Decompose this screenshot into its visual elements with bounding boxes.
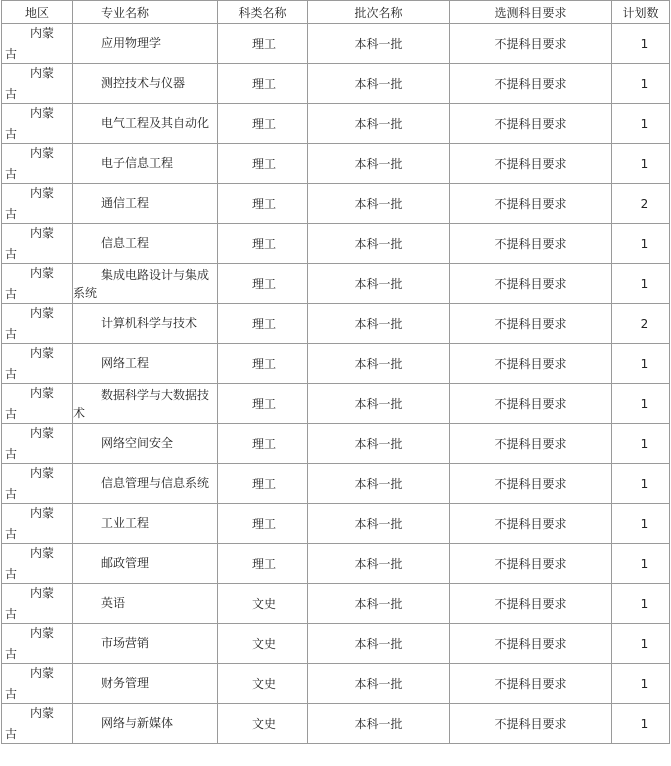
requirement-cell: 不提科目要求 <box>450 504 612 544</box>
batch-cell: 本科一批 <box>308 504 450 544</box>
count-cell: 1 <box>612 384 670 424</box>
region-text-line1: 内蒙 <box>30 66 55 80</box>
requirement-cell: 不提科目要求 <box>450 584 612 624</box>
major-name: 网络空间安全 <box>101 436 174 450</box>
batch-cell: 本科一批 <box>308 664 450 704</box>
batch-cell: 本科一批 <box>308 464 450 504</box>
table-row <box>2 504 670 544</box>
header-requirement: 选测科目要求 <box>450 1 612 24</box>
major-cell <box>73 224 218 264</box>
major-cell <box>73 704 218 744</box>
region-text-line2: 古 <box>5 87 18 101</box>
requirement-cell: 不提科目要求 <box>450 264 612 304</box>
region-text-line1: 内蒙 <box>30 146 55 160</box>
count-cell: 1 <box>612 464 670 504</box>
major-cell <box>73 384 218 424</box>
region-cell <box>2 704 73 744</box>
header-batch: 批次名称 <box>308 1 450 24</box>
region-text-line2: 古 <box>5 407 18 421</box>
batch-cell: 本科一批 <box>308 144 450 184</box>
region-text-line1: 内蒙 <box>30 386 55 400</box>
count-cell: 1 <box>612 624 670 664</box>
region-text-line1: 内蒙 <box>30 706 55 720</box>
requirement-cell: 不提科目要求 <box>450 384 612 424</box>
requirement-cell: 不提科目要求 <box>450 64 612 104</box>
category-cell: 理工 <box>218 224 308 264</box>
batch-cell: 本科一批 <box>308 704 450 744</box>
category-cell: 文史 <box>218 624 308 664</box>
batch-cell: 本科一批 <box>308 224 450 264</box>
region-text-line1: 内蒙 <box>30 466 55 480</box>
header-region: 地区 <box>2 1 73 24</box>
region-text-line1: 内蒙 <box>30 426 55 440</box>
table-row <box>2 544 670 584</box>
major-name: 电气工程及其自动化 <box>101 116 210 130</box>
major-cell <box>73 64 218 104</box>
region-text-line1: 内蒙 <box>30 26 55 40</box>
region-text-line2: 古 <box>5 367 18 381</box>
major-cell <box>73 424 218 464</box>
major-name: 网络与新媒体 <box>101 716 174 730</box>
category-cell: 理工 <box>218 104 308 144</box>
requirement-cell: 不提科目要求 <box>450 464 612 504</box>
category-cell: 理工 <box>218 544 308 584</box>
count-cell: 1 <box>612 104 670 144</box>
major-name: 数据科学与大数据技术 <box>73 387 210 420</box>
count-cell: 2 <box>612 304 670 344</box>
table-row <box>2 424 670 464</box>
count-cell: 1 <box>612 64 670 104</box>
region-cell <box>2 464 73 504</box>
category-cell: 理工 <box>218 464 308 504</box>
major-cell <box>73 24 218 64</box>
region-cell <box>2 504 73 544</box>
table-header-row <box>2 1 670 24</box>
major-name: 财务管理 <box>101 676 150 690</box>
region-text-line2: 古 <box>5 487 18 501</box>
header-category: 科类名称 <box>218 1 308 24</box>
region-text-line1: 内蒙 <box>30 186 55 200</box>
batch-cell: 本科一批 <box>308 24 450 64</box>
major-cell <box>73 584 218 624</box>
category-cell: 文史 <box>218 664 308 704</box>
count-cell: 1 <box>612 424 670 464</box>
requirement-cell: 不提科目要求 <box>450 304 612 344</box>
region-cell <box>2 424 73 464</box>
requirement-cell: 不提科目要求 <box>450 224 612 264</box>
region-cell <box>2 624 73 664</box>
major-cell <box>73 104 218 144</box>
region-cell <box>2 184 73 224</box>
category-cell: 理工 <box>218 384 308 424</box>
major-cell <box>73 544 218 584</box>
region-text-line1: 内蒙 <box>30 106 55 120</box>
region-text-line2: 古 <box>5 527 18 541</box>
count-cell: 1 <box>612 584 670 624</box>
region-cell <box>2 24 73 64</box>
batch-cell: 本科一批 <box>308 584 450 624</box>
region-cell <box>2 544 73 584</box>
major-name: 通信工程 <box>101 196 150 210</box>
region-text-line2: 古 <box>5 207 18 221</box>
major-cell <box>73 344 218 384</box>
category-cell: 理工 <box>218 64 308 104</box>
region-cell <box>2 384 73 424</box>
table-row <box>2 664 670 704</box>
region-cell <box>2 344 73 384</box>
batch-cell: 本科一批 <box>308 264 450 304</box>
major-name: 邮政管理 <box>101 556 150 570</box>
table-row <box>2 584 670 624</box>
table-row <box>2 264 670 304</box>
batch-cell: 本科一批 <box>308 624 450 664</box>
region-text-line1: 内蒙 <box>30 586 55 600</box>
category-cell: 理工 <box>218 144 308 184</box>
region-cell <box>2 104 73 144</box>
count-cell: 1 <box>612 264 670 304</box>
table-row <box>2 304 670 344</box>
count-cell: 2 <box>612 184 670 224</box>
category-cell: 理工 <box>218 304 308 344</box>
region-text-line1: 内蒙 <box>30 226 55 240</box>
major-name: 应用物理学 <box>101 36 162 50</box>
major-cell <box>73 504 218 544</box>
table-row <box>2 184 670 224</box>
batch-cell: 本科一批 <box>308 104 450 144</box>
category-cell: 理工 <box>218 264 308 304</box>
table-row <box>2 344 670 384</box>
major-name: 信息管理与信息系统 <box>101 476 210 490</box>
major-cell <box>73 664 218 704</box>
header-count: 计划数 <box>612 1 670 24</box>
header-major: 专业名称 <box>73 1 218 24</box>
region-text-line1: 内蒙 <box>30 666 55 680</box>
region-text-line2: 古 <box>5 47 18 61</box>
requirement-cell: 不提科目要求 <box>450 704 612 744</box>
requirement-cell: 不提科目要求 <box>450 424 612 464</box>
region-cell <box>2 304 73 344</box>
major-name: 计算机科学与技术 <box>101 316 198 330</box>
batch-cell: 本科一批 <box>308 424 450 464</box>
category-cell: 理工 <box>218 184 308 224</box>
count-cell: 1 <box>612 224 670 264</box>
requirement-cell: 不提科目要求 <box>450 144 612 184</box>
count-cell: 1 <box>612 704 670 744</box>
requirement-cell: 不提科目要求 <box>450 104 612 144</box>
major-cell <box>73 624 218 664</box>
region-text-line2: 古 <box>5 287 18 301</box>
table-row <box>2 224 670 264</box>
region-cell <box>2 144 73 184</box>
region-text-line1: 内蒙 <box>30 266 55 280</box>
region-cell <box>2 64 73 104</box>
count-cell: 1 <box>612 504 670 544</box>
category-cell: 理工 <box>218 504 308 544</box>
region-text-line2: 古 <box>5 127 18 141</box>
category-cell: 文史 <box>218 584 308 624</box>
region-text-line2: 古 <box>5 607 18 621</box>
requirement-cell: 不提科目要求 <box>450 544 612 584</box>
region-text-line2: 古 <box>5 567 18 581</box>
major-name: 工业工程 <box>101 516 150 530</box>
table-row <box>2 24 670 64</box>
major-name: 测控技术与仪器 <box>101 76 186 90</box>
requirement-cell: 不提科目要求 <box>450 184 612 224</box>
count-cell: 1 <box>612 664 670 704</box>
table-row <box>2 64 670 104</box>
table-row <box>2 104 670 144</box>
category-cell: 理工 <box>218 24 308 64</box>
batch-cell: 本科一批 <box>308 384 450 424</box>
batch-cell: 本科一批 <box>308 544 450 584</box>
table-row <box>2 384 670 424</box>
major-name: 信息工程 <box>101 236 150 250</box>
count-cell: 1 <box>612 344 670 384</box>
region-text-line2: 古 <box>5 447 18 461</box>
major-name: 英语 <box>101 596 126 610</box>
table-row <box>2 144 670 184</box>
major-cell <box>73 464 218 504</box>
region-cell <box>2 264 73 304</box>
major-cell <box>73 304 218 344</box>
category-cell: 文史 <box>218 704 308 744</box>
table-row <box>2 464 670 504</box>
major-name: 集成电路设计与集成系统 <box>73 267 210 300</box>
region-cell <box>2 224 73 264</box>
major-cell <box>73 144 218 184</box>
requirement-cell: 不提科目要求 <box>450 624 612 664</box>
region-text-line1: 内蒙 <box>30 306 55 320</box>
region-cell <box>2 664 73 704</box>
region-text-line1: 内蒙 <box>30 626 55 640</box>
major-name: 电子信息工程 <box>101 156 174 170</box>
region-text-line2: 古 <box>5 647 18 661</box>
region-cell <box>2 584 73 624</box>
batch-cell: 本科一批 <box>308 344 450 384</box>
count-cell: 1 <box>612 544 670 584</box>
count-cell: 1 <box>612 144 670 184</box>
requirement-cell: 不提科目要求 <box>450 344 612 384</box>
region-text-line1: 内蒙 <box>30 346 55 360</box>
category-cell: 理工 <box>218 344 308 384</box>
region-text-line2: 古 <box>5 727 18 741</box>
region-text-line2: 古 <box>5 167 18 181</box>
table-row <box>2 704 670 744</box>
enrollment-plan-table <box>1 0 670 744</box>
batch-cell: 本科一批 <box>308 64 450 104</box>
batch-cell: 本科一批 <box>308 304 450 344</box>
region-text-line2: 古 <box>5 247 18 261</box>
category-cell: 理工 <box>218 424 308 464</box>
region-text-line2: 古 <box>5 327 18 341</box>
requirement-cell: 不提科目要求 <box>450 664 612 704</box>
batch-cell: 本科一批 <box>308 184 450 224</box>
region-text-line2: 古 <box>5 687 18 701</box>
major-name: 市场营销 <box>101 636 150 650</box>
count-cell: 1 <box>612 24 670 64</box>
major-cell <box>73 264 218 304</box>
requirement-cell: 不提科目要求 <box>450 24 612 64</box>
major-cell <box>73 184 218 224</box>
region-text-line1: 内蒙 <box>30 546 55 560</box>
table-body <box>2 24 670 744</box>
major-name: 网络工程 <box>101 356 150 370</box>
region-text-line1: 内蒙 <box>30 506 55 520</box>
table-row <box>2 624 670 664</box>
